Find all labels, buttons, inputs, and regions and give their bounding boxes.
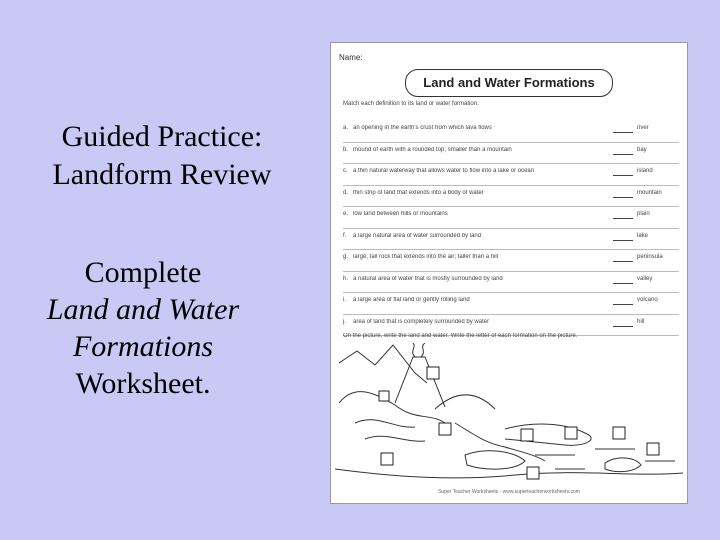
matching-row xyxy=(343,207,679,229)
row-term: volcano xyxy=(637,297,658,303)
label-box xyxy=(379,391,389,401)
answer-blank xyxy=(613,240,633,241)
row-definition: a natural area of water that is mostly surrounded by land xyxy=(353,275,503,282)
row-definition: a large area of flat land or gently rolling land xyxy=(353,297,470,303)
answer-blank xyxy=(613,304,633,305)
row-definition: mound of earth with a rounded top; smaller than a mountain xyxy=(353,146,512,153)
answer-blank xyxy=(613,132,633,133)
answer-blank xyxy=(613,283,633,284)
row-letter: d. xyxy=(343,189,349,196)
matching-row xyxy=(343,186,679,208)
matching-row xyxy=(343,272,679,294)
row-letter: e. xyxy=(343,211,349,217)
row-letter: g. xyxy=(343,254,349,260)
slide-title-line: Guided Practice: xyxy=(61,120,263,153)
slide-body-line: Complete xyxy=(84,256,202,289)
row-letter: c. xyxy=(343,168,348,174)
label-box xyxy=(613,427,625,439)
matching-row xyxy=(343,293,679,315)
matching-list xyxy=(343,121,679,336)
row-term: island xyxy=(637,168,653,174)
row-letter: j. xyxy=(343,318,346,325)
slide-body-line-italic: Formations xyxy=(72,330,213,363)
matching-row xyxy=(343,121,679,143)
row-letter: a. xyxy=(343,125,349,131)
matching-row xyxy=(343,143,679,165)
peninsula-outline xyxy=(505,424,591,445)
picture-instructions: On the picture, write the land and water. Write the letter of each formation on the picture. xyxy=(343,333,578,339)
answer-blank xyxy=(613,154,633,155)
landscape-drawing xyxy=(335,343,683,485)
row-letter: f. xyxy=(343,232,347,239)
row-term: river xyxy=(637,125,649,131)
row-definition: low land between hills or mountains xyxy=(353,211,448,217)
worksheet-image xyxy=(330,42,688,504)
answer-blank xyxy=(613,326,633,327)
row-term: bay xyxy=(637,146,647,153)
name-label: Name: xyxy=(339,53,363,62)
hills-outline xyxy=(339,392,445,423)
slide-body xyxy=(8,254,278,402)
worksheet-footer: Super Teacher Worksheets - www.superteacherworksheets.com xyxy=(438,489,580,495)
row-letter: h. xyxy=(343,275,349,282)
row-definition: thin strip of land that extends into a body of water xyxy=(353,189,484,196)
slide-title-line: Landform Review xyxy=(52,158,272,191)
volcano-smoke xyxy=(413,343,425,357)
matching-row xyxy=(343,164,679,186)
row-definition: large, tall rock that extends into the air; taller than a hill xyxy=(353,254,499,260)
row-term: hill xyxy=(637,318,645,325)
row-definition: a thin natural waterway that allows water to flow into a lake or ocean xyxy=(353,168,535,174)
lake-outline xyxy=(465,451,525,469)
volcano-outline xyxy=(395,357,445,407)
row-term: valley xyxy=(637,275,653,282)
label-box xyxy=(521,429,533,441)
row-letter: i. xyxy=(343,297,346,303)
row-definition: an opening in the earth's crust from which lava flows xyxy=(353,125,492,131)
label-box xyxy=(439,423,451,435)
row-term: plain xyxy=(637,211,650,217)
label-box xyxy=(565,427,577,439)
valley-lines xyxy=(355,420,425,442)
row-definition: area of land that is completely surrounded by water xyxy=(353,318,490,325)
answer-blank xyxy=(613,218,633,219)
label-box xyxy=(647,443,659,455)
matching-row xyxy=(343,250,679,272)
answer-blank xyxy=(613,197,633,198)
hill-outline xyxy=(435,395,495,409)
mountain-outline xyxy=(339,345,427,383)
row-definition: a large natural area of water surrounded by land xyxy=(353,232,482,239)
worksheet-instructions: Match each definition to its land or water formation. xyxy=(343,101,479,107)
worksheet-title: Land and Water Formations xyxy=(405,69,613,97)
matching-row xyxy=(343,229,679,251)
label-box xyxy=(527,467,539,479)
slide-body-line-italic: Land and Water xyxy=(46,293,240,326)
label-box xyxy=(427,367,439,379)
row-term: peninsula xyxy=(637,254,663,260)
label-box xyxy=(381,453,393,465)
slide-body-line: Worksheet. xyxy=(75,367,211,400)
row-term: mountain xyxy=(637,189,662,196)
row-letter: b. xyxy=(343,146,349,153)
slide-title xyxy=(12,118,312,194)
island-outline xyxy=(605,458,641,472)
answer-blank xyxy=(613,175,633,176)
row-term: lake xyxy=(637,232,649,239)
answer-blank xyxy=(613,261,633,262)
